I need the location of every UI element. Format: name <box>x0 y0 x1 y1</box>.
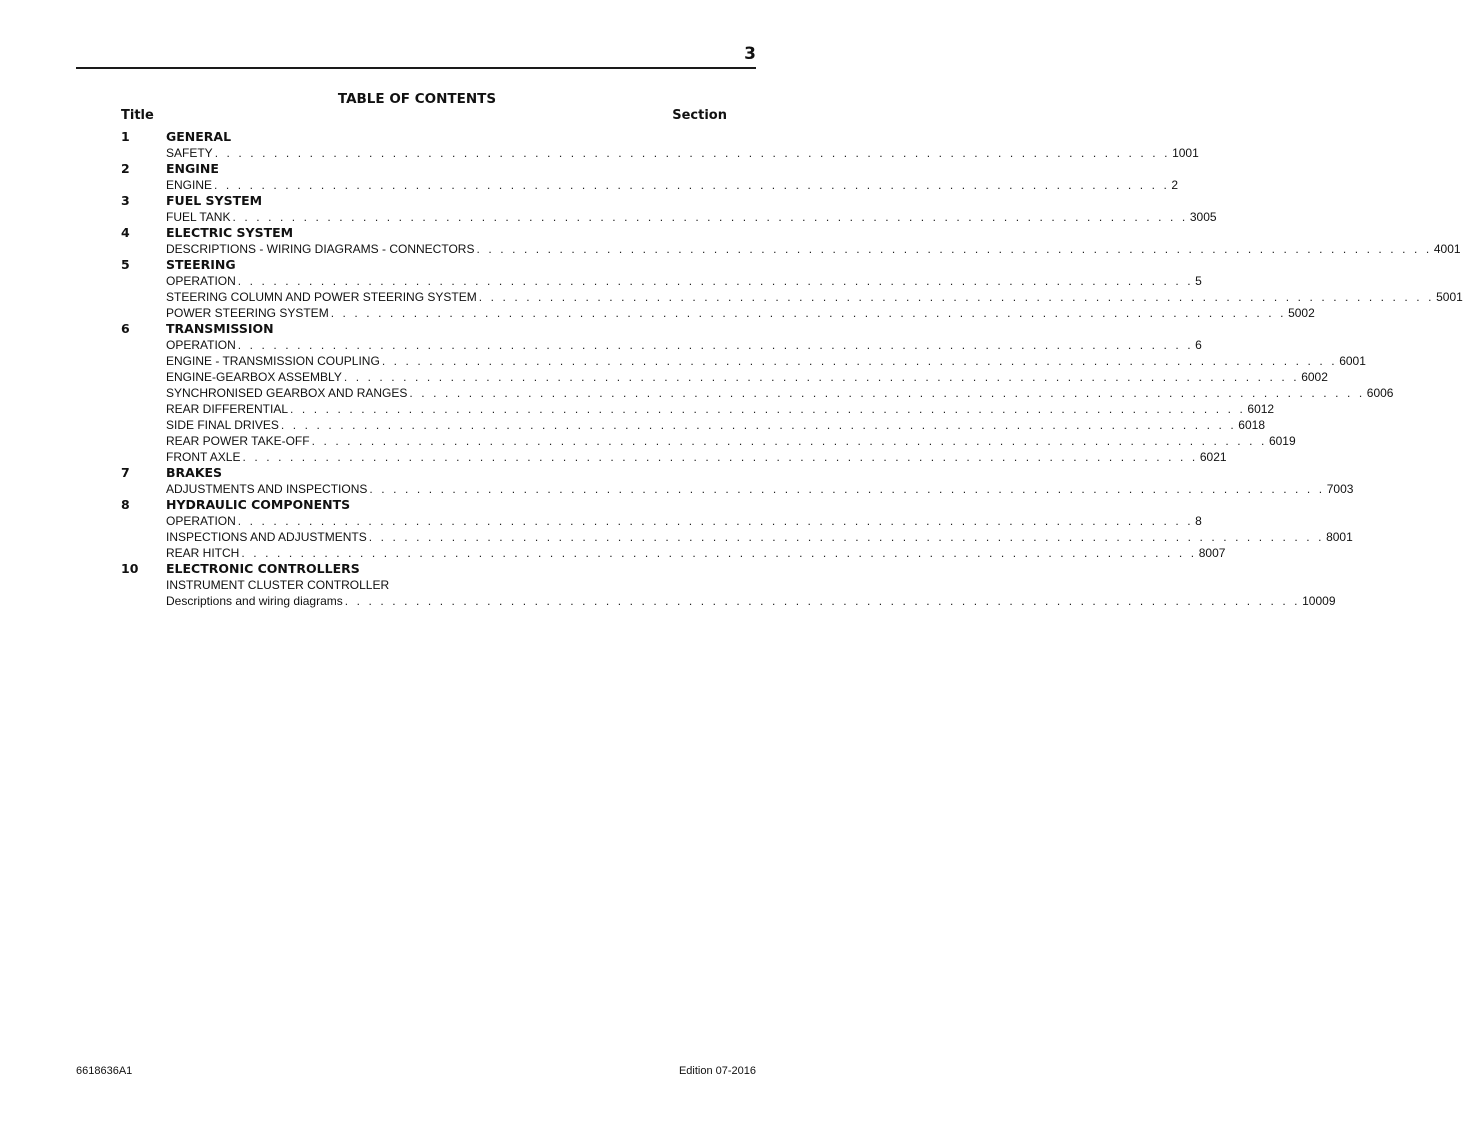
toc-entry-label: OPERATION <box>166 514 236 528</box>
toc-entry-line <box>166 449 1227 465</box>
toc-entry[interactable] <box>121 433 1296 449</box>
toc-entry-section: 6006 <box>1366 386 1394 400</box>
section-header-row <box>121 465 727 481</box>
document-code: 6618636A1 <box>76 1065 133 1077</box>
dot-leader: . . . . . . . . . . . . . . . . . . . . . . . . . . . . . . . . . . . . . . . . . . . . . . . . . . . . . . . . . . . . . . . . . . . . . . . . . . . . . . . . . <box>214 178 1170 192</box>
dot-leader: . . . . . . . . . . . . . . . . . . . . . . . . . . . . . . . . . . . . . . . . . . . . . . . . . . . . . . . . . . . . . . . . . . . . . . . . . . . . . . . . . <box>381 354 1338 368</box>
toc-entry[interactable] <box>121 577 727 593</box>
section-header-row <box>121 321 727 337</box>
toc-entry-label: ENGINE - TRANSMISSION COUPLING <box>166 354 380 368</box>
section-number: 5 <box>121 257 130 272</box>
toc-entry[interactable] <box>121 145 1199 161</box>
toc-entry-line <box>166 529 1353 545</box>
dot-leader: . . . . . . . . . . . . . . . . . . . . . . . . . . . . . . . . . . . . . . . . . . . . . . . . . . . . . . . . . . . . . . . . . . . . . . . . . . . . . . . . . <box>368 530 1325 544</box>
toc-entry-line <box>166 385 1394 401</box>
page-number: 3 <box>744 44 756 64</box>
toc-entry-line <box>166 481 1354 497</box>
dot-leader: . . . . . . . . . . . . . . . . . . . . . . . . . . . . . . . . . . . . . . . . . . . . . . . . . . . . . . . . . . . . . . . . . . . . . . . . . . . . . . . . . <box>409 386 1365 400</box>
section-number: 6 <box>121 321 130 336</box>
toc-entry-label: FUEL TANK <box>166 210 231 224</box>
toc-entry-line <box>166 177 1179 193</box>
toc-entry-label: Descriptions and wiring diagrams <box>166 594 343 608</box>
toc-entry[interactable] <box>121 353 1366 369</box>
toc-entry-label: REAR DIFFERENTIAL <box>166 402 289 416</box>
section-title: TRANSMISSION <box>166 321 274 336</box>
section-number: 1 <box>121 129 130 144</box>
toc-entry-section: 6012 <box>1247 402 1275 416</box>
toc-entry-line <box>166 577 727 593</box>
toc-entry-label: DESCRIPTIONS - WIRING DIAGRAMS - CONNECTORS <box>166 242 475 256</box>
toc-entry-section: 5001 <box>1436 290 1463 304</box>
dot-leader: . . . . . . . . . . . . . . . . . . . . . . . . . . . . . . . . . . . . . . . . . . . . . . . . . . . . . . . . . . . . . . . . . . . . . . . . . . . . . . . . . <box>237 514 1194 528</box>
toc-entry[interactable] <box>121 305 1315 321</box>
toc-entry-section: 7003 <box>1326 482 1354 496</box>
toc-entry-section: 6019 <box>1268 434 1296 448</box>
toc-entry[interactable] <box>121 385 1394 401</box>
toc-entry-line <box>166 337 1202 353</box>
toc-entry[interactable] <box>121 289 1463 305</box>
section-header-row <box>121 497 727 513</box>
toc-entry[interactable] <box>121 209 1217 225</box>
top-rule <box>76 67 756 69</box>
toc-list <box>121 129 1463 609</box>
toc-entry-label: REAR HITCH <box>166 546 240 560</box>
toc-entry-label: SAFETY <box>166 146 213 160</box>
toc-entry-line <box>166 545 1226 561</box>
section-header-row <box>121 225 727 241</box>
section-header-row <box>121 257 727 273</box>
toc-entry-section: 6002 <box>1301 370 1328 384</box>
toc-entry-section: 10009 <box>1302 594 1336 608</box>
section-title: HYDRAULIC COMPONENTS <box>166 497 351 512</box>
toc-entry-line <box>166 289 1463 305</box>
toc-entry-label: STEERING COLUMN AND POWER STEERING SYSTEM <box>166 290 477 304</box>
dot-leader: . . . . . . . . . . . . . . . . . . . . . . . . . . . . . . . . . . . . . . . . . . . . . . . . . . . . . . . . . . . . . . . . . . . . . . . . . . . . . . . . . <box>290 402 1246 416</box>
toc-entry-line <box>166 369 1328 385</box>
dot-leader: . . . . . . . . . . . . . . . . . . . . . . . . . . . . . . . . . . . . . . . . . . . . . . . . . . . . . . . . . . . . . . . . . . . . . . . . . . . . . . . . . <box>237 274 1194 288</box>
dot-leader: . . . . . . . . . . . . . . . . . . . . . . . . . . . . . . . . . . . . . . . . . . . . . . . . . . . . . . . . . . . . . . . . . . . . . . . . . . . . . . . . . <box>343 370 1300 384</box>
dot-leader: . . . . . . . . . . . . . . . . . . . . . . . . . . . . . . . . . . . . . . . . . . . . . . . . . . . . . . . . . . . . . . . . . . . . . . . . . . . . . . . . . <box>344 594 1301 608</box>
title-column-header: Title <box>121 108 154 123</box>
edition-label: Edition 07-2016 <box>678 1065 756 1077</box>
toc-entry-line <box>166 353 1366 369</box>
toc-entry-section: 5002 <box>1288 306 1315 320</box>
toc-entry-label: POWER STEERING SYSTEM <box>166 306 329 320</box>
dot-leader: . . . . . . . . . . . . . . . . . . . . . . . . . . . . . . . . . . . . . . . . . . . . . . . . . . . . . . . . . . . . . . . . . . . . . . . . . . . . . . . . . <box>478 290 1435 304</box>
toc-entry-section: 4001 <box>1433 242 1461 256</box>
dot-leader: . . . . . . . . . . . . . . . . . . . . . . . . . . . . . . . . . . . . . . . . . . . . . . . . . . . . . . . . . . . . . . . . . . . . . . . . . . . . . . . . . <box>369 482 1325 496</box>
toc-entry[interactable] <box>121 449 1227 465</box>
toc-entry[interactable] <box>121 241 1461 257</box>
toc-entry-section: 8001 <box>1326 530 1353 544</box>
section-title: ENGINE <box>166 161 219 176</box>
section-title: ELECTRONIC CONTROLLERS <box>166 561 360 576</box>
toc-entry[interactable] <box>121 337 1202 353</box>
toc-entry-section: 2 <box>1171 178 1179 192</box>
toc-entry[interactable] <box>121 513 1202 529</box>
dot-leader: . . . . . . . . . . . . . . . . . . . . . . . . . . . . . . . . . . . . . . . . . . . . . . . . . . . . . . . . . . . . . . . . . . . . . . . . . . . . . . . . . <box>476 242 1432 256</box>
toc-entry-line <box>166 433 1296 449</box>
dot-leader: . . . . . . . . . . . . . . . . . . . . . . . . . . . . . . . . . . . . . . . . . . . . . . . . . . . . . . . . . . . . . . . . . . . . . . . . . . . . . . . . . <box>214 146 1171 160</box>
toc-entry-label: OPERATION <box>166 274 236 288</box>
toc-entry-label: INSPECTIONS AND ADJUSTMENTS <box>166 530 367 544</box>
toc-entry[interactable] <box>121 481 1354 497</box>
dot-leader: . . . . . . . . . . . . . . . . . . . . . . . . . . . . . . . . . . . . . . . . . . . . . . . . . . . . . . . . . . . . . . . . . . . . . . . . . . . . . . . . . <box>237 338 1194 352</box>
dot-leader: . . . . . . . . . . . . . . . . . . . . . . . . . . . . . . . . . . . . . . . . . . . . . . . . . . . . . . . . . . . . . . . . . . . . . . . . . . . . . . . . . <box>280 418 1237 432</box>
section-title: FUEL SYSTEM <box>166 193 263 208</box>
section-title: ELECTRIC SYSTEM <box>166 225 294 240</box>
toc-entry-line <box>166 209 1217 225</box>
toc-entry-line <box>166 401 1275 417</box>
toc-entry[interactable] <box>121 177 1179 193</box>
dot-leader: . . . . . . . . . . . . . . . . . . . . . . . . . . . . . . . . . . . . . . . . . . . . . . . . . . . . . . . . . . . . . . . . . . . . . . . . . . . . . . . . . <box>232 210 1188 224</box>
toc-entry-label: REAR POWER TAKE-OFF <box>166 434 310 448</box>
section-title: GENERAL <box>166 129 232 144</box>
toc-entry[interactable] <box>121 369 1328 385</box>
toc-entry[interactable] <box>121 529 1353 545</box>
toc-entry-label: OPERATION <box>166 338 236 352</box>
toc-entry[interactable] <box>121 593 1336 609</box>
toc-entry[interactable] <box>121 417 1265 433</box>
section-header-row <box>121 129 727 145</box>
toc-entry-line <box>166 513 1202 529</box>
toc-entry-section: 8 <box>1195 514 1202 528</box>
toc-entry-line <box>166 593 1336 609</box>
toc-entry-label: ENGINE-GEARBOX ASSEMBLY <box>166 370 342 384</box>
section-number: 4 <box>121 225 130 240</box>
dot-leader: . . . . . . . . . . . . . . . . . . . . . . . . . . . . . . . . . . . . . . . . . . . . . . . . . . . . . . . . . . . . . . . . . . . . . . . . . . . . . . . . . <box>242 450 1198 464</box>
toc-entry-line <box>166 145 1199 161</box>
toc-entry-line <box>166 305 1315 321</box>
toc-entry-label: FRONT AXLE <box>166 450 241 464</box>
section-header-row <box>121 193 727 209</box>
toc-entry-line <box>166 241 1461 257</box>
toc-entry-section: 6021 <box>1199 450 1227 464</box>
section-number: 3 <box>121 193 130 208</box>
toc-entry-section: 6001 <box>1339 354 1366 368</box>
section-title: STEERING <box>166 257 236 272</box>
toc-entry[interactable] <box>121 401 1275 417</box>
toc-entry[interactable] <box>121 545 1226 561</box>
dot-leader: . . . . . . . . . . . . . . . . . . . . . . . . . . . . . . . . . . . . . . . . . . . . . . . . . . . . . . . . . . . . . . . . . . . . . . . . . . . . . . . . . <box>330 306 1287 320</box>
section-title: BRAKES <box>166 465 223 480</box>
toc-entry-line <box>166 273 1202 289</box>
dot-leader: . . . . . . . . . . . . . . . . . . . . . . . . . . . . . . . . . . . . . . . . . . . . . . . . . . . . . . . . . . . . . . . . . . . . . . . . . . . . . . . . . <box>311 434 1267 448</box>
dot-leader: . . . . . . . . . . . . . . . . . . . . . . . . . . . . . . . . . . . . . . . . . . . . . . . . . . . . . . . . . . . . . . . . . . . . . . . . . . . . . . . . . <box>241 546 1197 560</box>
toc-entry-label: ENGINE <box>166 178 213 192</box>
toc-heading: TABLE OF CONTENTS <box>337 91 497 107</box>
toc-entry-section: 3005 <box>1189 210 1217 224</box>
section-header-row <box>121 161 727 177</box>
toc-entry-label: INSTRUMENT CLUSTER CONTROLLER <box>166 578 390 592</box>
toc-entry-label: ADJUSTMENTS AND INSPECTIONS <box>166 482 368 496</box>
toc-entry-section: 5 <box>1195 274 1202 288</box>
section-number: 2 <box>121 161 130 176</box>
section-number: 7 <box>121 465 130 480</box>
toc-entry-section: 6018 <box>1238 418 1265 432</box>
toc-entry-label: SYNCHRONISED GEARBOX AND RANGES <box>166 386 408 400</box>
toc-entry-section: 6 <box>1195 338 1202 352</box>
toc-entry[interactable] <box>121 273 1202 289</box>
toc-entry-label: SIDE FINAL DRIVES <box>166 418 279 432</box>
section-column-header: Section <box>672 108 727 123</box>
toc-entry-line <box>166 417 1265 433</box>
section-number: 8 <box>121 497 130 512</box>
toc-entry-section: 1001 <box>1172 146 1199 160</box>
toc-entry-section: 8007 <box>1198 546 1226 560</box>
section-header-row <box>121 561 727 577</box>
section-number: 10 <box>121 561 139 576</box>
